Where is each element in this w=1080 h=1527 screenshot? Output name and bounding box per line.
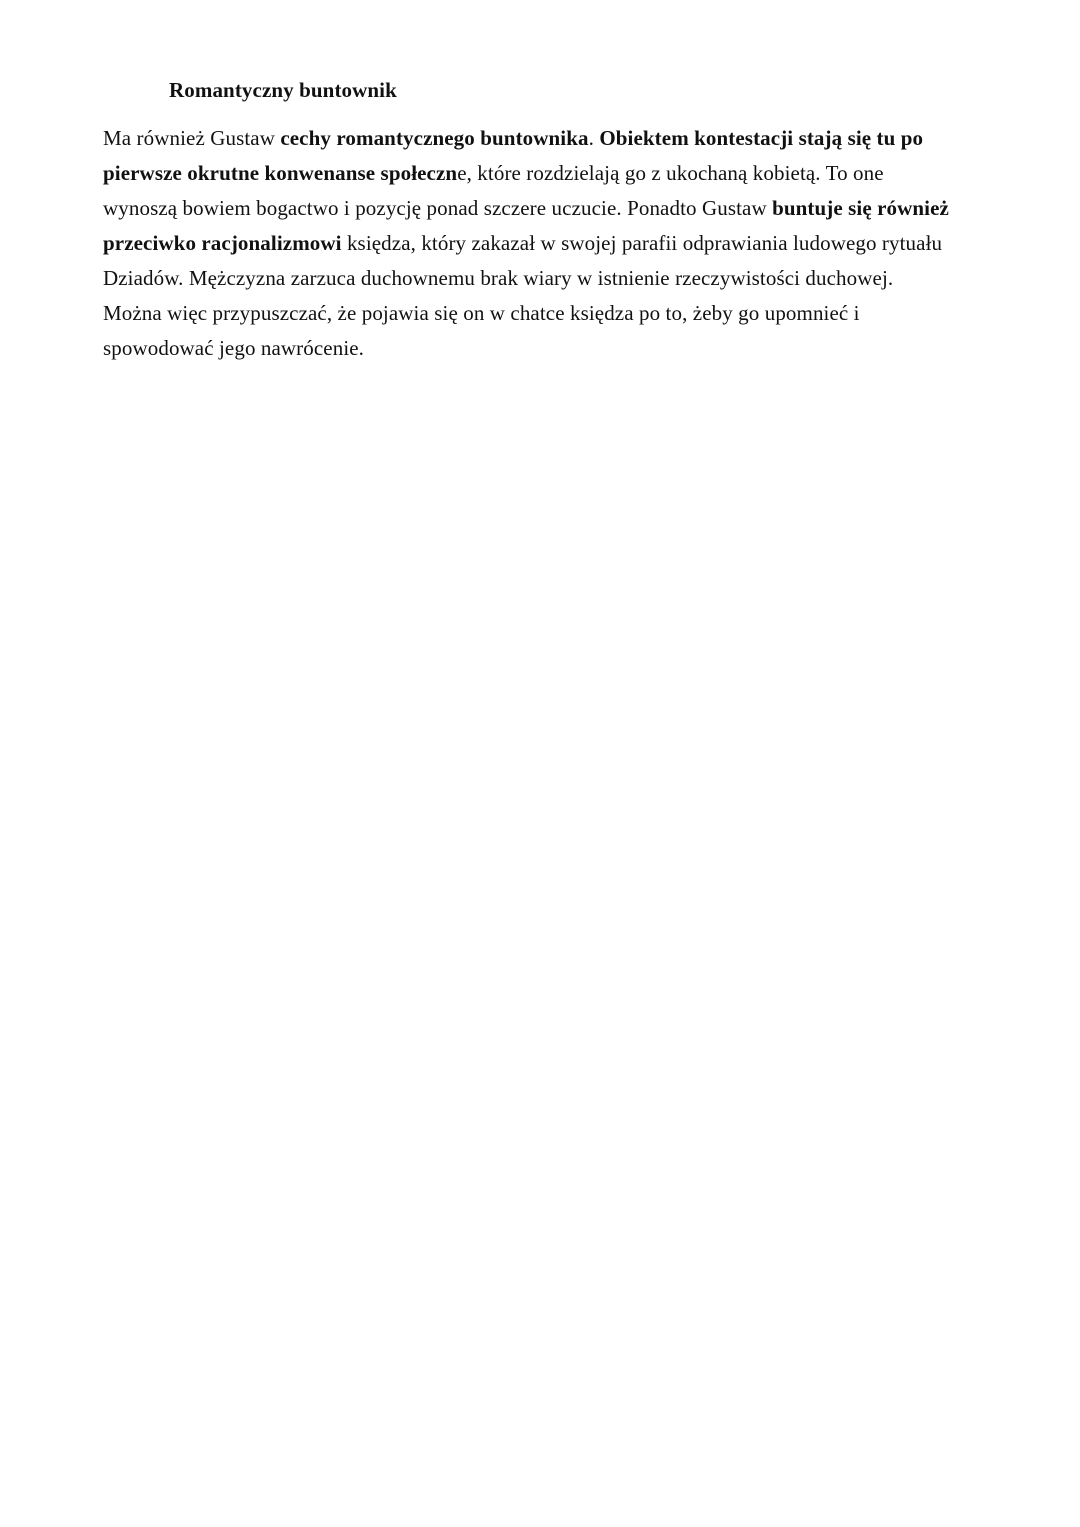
text-span: . <box>588 126 600 150</box>
section-heading: Romantyczny buntownik <box>169 78 397 102</box>
text-span: Dziadów. Mężczyzna zarzuca duchownemu brak wiary w istnienie rzeczywistości duchowej. <box>103 266 894 290</box>
paragraph-line <box>103 261 983 296</box>
text-span: spowodować jego nawrócenie. <box>103 336 365 360</box>
bold-text-span: buntuje się również <box>772 196 949 220</box>
paragraph-line <box>103 226 983 261</box>
paragraph-line <box>103 296 983 331</box>
text-span: księdza, który zakazał w swojej parafii odprawiania ludowego rytuału <box>341 231 943 255</box>
paragraph-line <box>103 331 983 366</box>
paragraph-line <box>103 191 983 226</box>
bold-text-span: pierwsze okrutne konwenanse społeczn <box>103 161 458 185</box>
text-span: Można więc przypuszczać, że pojawia się on w chatce księdza po to, żeby go upomnieć i <box>103 301 860 325</box>
text-span: wynoszą bowiem bogactwo i pozycję ponad szczere uczucie. Ponadto Gustaw <box>103 196 773 220</box>
paragraph-line <box>103 156 983 191</box>
bold-text-span: przeciwko racjonalizmowi <box>103 231 342 255</box>
text-span: e, które rozdzielają go z ukochaną kobietą. To one <box>457 161 884 185</box>
paragraph-line <box>103 121 983 156</box>
body-paragraph <box>103 121 983 366</box>
bold-text-span: cechy romantycznego buntownika <box>280 126 589 150</box>
bold-text-span: Obiektem kontestacji stają się tu po <box>599 126 924 150</box>
text-span: Ma również Gustaw <box>103 126 281 150</box>
